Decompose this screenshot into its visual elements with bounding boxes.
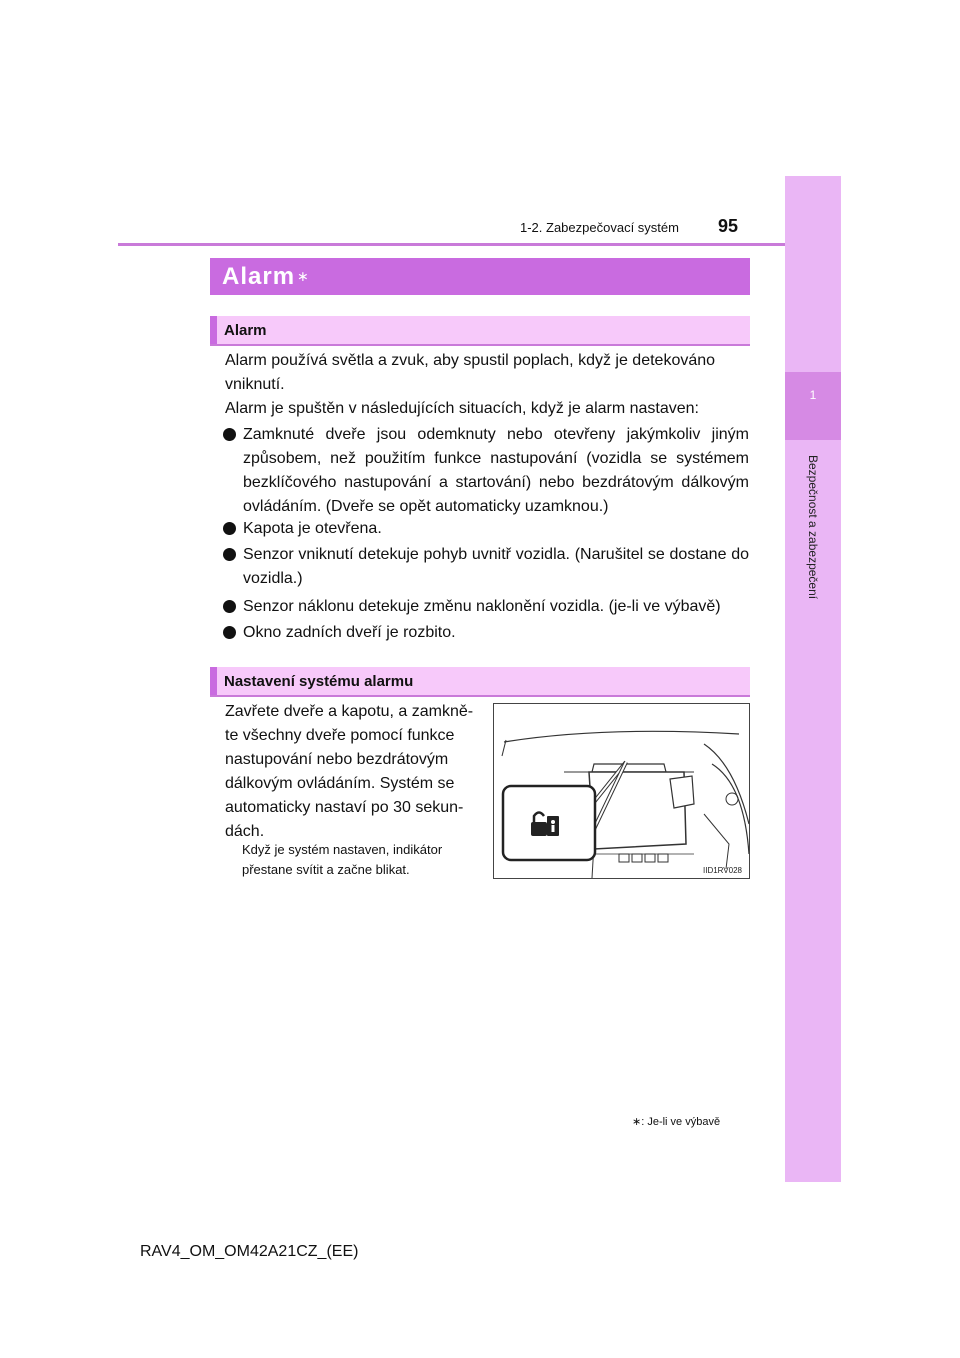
note-line: přestane svítit a začne blikat. (242, 862, 410, 877)
dashboard-drawing (494, 704, 749, 878)
note-line: Když je systém nastaven, indikátor (242, 842, 443, 857)
chapter-number: 1 (809, 388, 817, 402)
list-item (223, 543, 749, 591)
list-item-text: Zamknuté dveře jsou odemknuty nebo otevřeny jakýmkoliv jiným způsobem, než použitím funkce nastupování (vozidla se systémem bezklíčového nastupování a startování) nebo bezdrátovým dálkovým ovládáním. (Dveře se opět automaticky uzamknou.) (243, 426, 749, 515)
body-line: dách. (225, 823, 265, 840)
list-item (223, 621, 749, 645)
list-item (223, 595, 749, 619)
section-heading-alarm: Alarm (210, 316, 750, 346)
dashboard-illustration (493, 703, 750, 879)
intro-line: vniknutí. (225, 376, 285, 393)
list-item-text: Senzor náklonu detekuje změnu naklonění vozidla. (je-li ve výbavě) (243, 598, 721, 615)
intro-line: Alarm je spuštěn v následujících situacích, když je alarm nastaven: (225, 400, 699, 417)
page-title (210, 258, 750, 295)
chapter-title: Bezpečnost a zabezpečení (806, 455, 820, 600)
body-line: dálkovým ovládáním. Systém se (225, 775, 455, 792)
list-item-text: Kapota je otevřena. (243, 520, 382, 537)
image-code: IID1RV028 (703, 866, 742, 875)
list-item-text: Senzor vniknutí detekuje pohyb uvnitř vozidla. (Narušitel se dostane do vozidla.) (243, 546, 749, 587)
bullet-icon (223, 428, 236, 441)
header-rule (118, 243, 785, 246)
body-line: te všechny dveře pomocí funkce (225, 727, 455, 744)
bullet-icon (223, 626, 236, 639)
page-number: 95 (718, 216, 739, 236)
list-item (223, 517, 749, 541)
body-line: nastupování nebo bezdrátovým (225, 751, 449, 768)
list-item-text: Okno zadních dveří je rozbito. (243, 624, 456, 641)
document-code: RAV4_OM_OM42A21CZ_(EE) (140, 1243, 359, 1260)
chapter-side-tab (785, 176, 841, 1182)
body-line: automaticky nastaví po 30 sekun- (225, 799, 464, 816)
footnote: ∗: Je-li ve výbavě (632, 1116, 721, 1128)
bullet-icon (223, 548, 236, 561)
list-item (223, 423, 749, 519)
section-heading-alarm-setup: Nastavení systému alarmu (210, 667, 750, 697)
chapter-number-tab (785, 372, 841, 440)
optional-equipment-marker: ∗ (297, 268, 310, 284)
page-title-text: Alarm (222, 262, 296, 290)
body-line: Zavřete dveře a kapotu, a zamkně- (225, 703, 474, 720)
section-header: 1-2. Zabezpečovací systém (520, 220, 679, 235)
intro-line: Alarm používá světla a zvuk, aby spustil poplach, když je detekováno (225, 352, 716, 369)
bullet-icon (223, 600, 236, 613)
bullet-icon (223, 522, 236, 535)
